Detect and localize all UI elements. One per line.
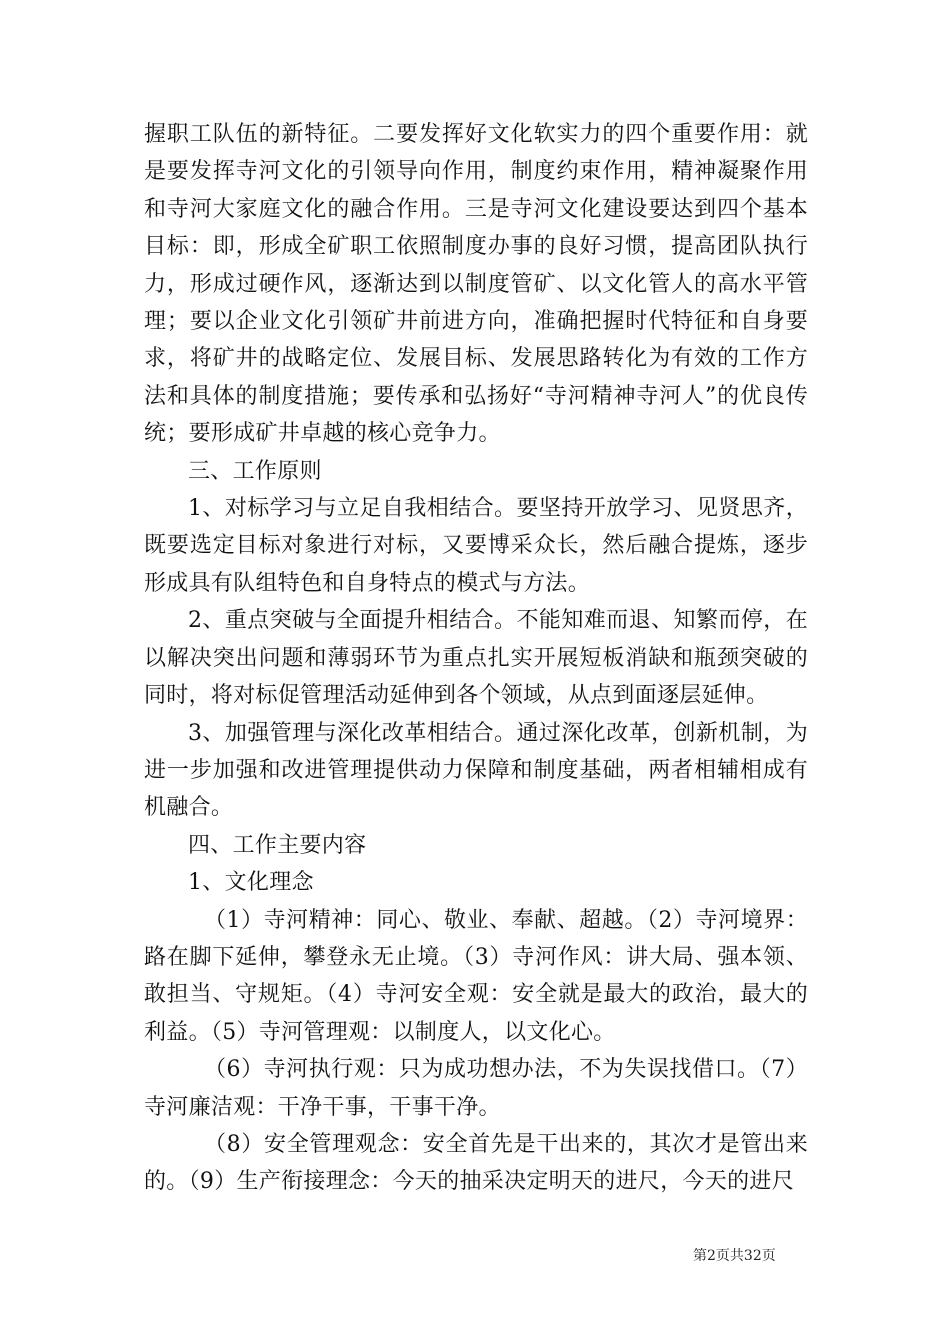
culture-items-1-5: （1）寺河精神：同心、敬业、奉献、超越。（2）寺河境界：路在脚下延伸，攀登永无止境。（3）寺河作风：讲大局、强本领、敢担当、守规矩。（4）寺河安全观：安全就是最大的政治，最大的利益。（5）寺河管理观：以制度人，以文化心。 (144, 907, 808, 1045)
section-heading-principles: 三、工作原则 (188, 458, 322, 484)
principle-item-2: 2、重点突破与全面提升相结合。不能知难而退、知繁而停，在以解决突出问题和薄弱环节为重点扎实开展短板消缺和瓶颈突破的同时，将对标促管理活动延伸到各个领域，从点到面逐层延伸。 (144, 608, 808, 709)
page-number-footer: 第2页共32页 (693, 1248, 776, 1264)
culture-items-8-9: （8）安全管理观念：安全首先是干出来的，其次才是管出来的。（9）生产衔接理念：今天的抽采决定明天的进尺，今天的进尺 (144, 1131, 808, 1195)
culture-items-6-7: （6）寺河执行观：只为成功想办法，不为失误找借口。（7）寺河廉洁观：干净干事，干事干净。 (144, 1057, 808, 1120)
subsection-heading-culture: 1、文化理念 (188, 870, 314, 896)
principle-item-3: 3、加强管理与深化改革相结合。通过深化改革，创新机制，为进一步加强和改进管理提供动力保障和制度基础，两者相辅相成有机融合。 (144, 720, 808, 821)
document-body (144, 116, 808, 1201)
principle-item-1: 1、对标学习与立足自我相结合。要坚持开放学习、见贤思齐，既要选定目标对象进行对标，又要博采众长，然后融合提炼，逐步形成具有队组特色和自身特点的模式与方法。 (144, 496, 808, 596)
paragraph-continuation: 握职工队伍的新特征。二要发挥好文化软实力的四个重要作用：就是要发挥寺河文化的引领导向作用，制度约束作用，精神凝聚作用和寺河大家庭文化的融合作用。三是寺河文化建设要达到四个基本目标：即，形成全矿职工依照制度办事的良好习惯，提高团队执行力，形成过硬作风，逐渐达到以制度管矿、以文化管人的高水平管理；要以企业文化引领矿井前进方向，准确把握时代特征和自身要求，将矿井的战略定位、发展目标、发展思路转化为有效的工作方法和具体的制度措施；要传承和弘扬好“寺河精神寺河人”的优良传统；要形成矿井卓越的核心竞争力。 (144, 122, 808, 447)
section-heading-main-content: 四、工作主要内容 (188, 832, 367, 858)
